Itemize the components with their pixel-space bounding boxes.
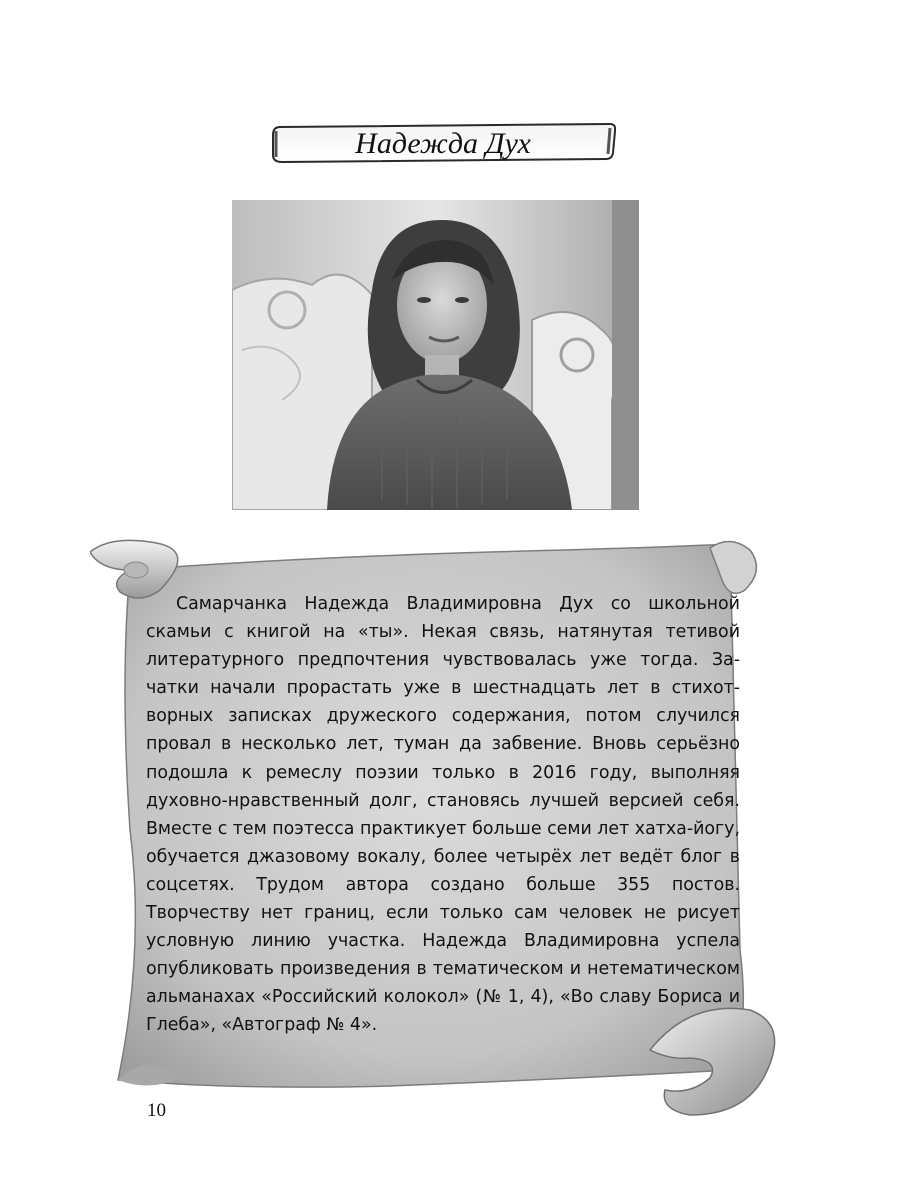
title-banner (270, 123, 616, 163)
portrait-illustration (232, 200, 639, 510)
biography-text: Самарчанка Надежда Владимировна Дух со школьной скамьи с книгой на «ты». Некая связь, натянутая тетивой литературного предпочтения чувствовалась уже тогда. Зачатки начали прорастать уже в шестнадцать лет в стихотворных записках дружеского содержания, потом случился провал в несколько лет, туман да забвение. Вновь серьёзно подошла к ремеслу поэзии только в 2016 году, выполняя духовно-нравственный долг, становясь лучшей версией себя. Вместе с тем поэтесса практикует больше семи лет хатха-йогу, обучается джазовому вокалу, более четырёх лет ведёт блог в соцсетях. Трудом автора создано больше 355 постов. Творчеству нет границ, если только сам человек не рисует условную линию участка. Надежда Владимировна успела опубликовать произведения в тематическом и нетематическом альманахах «Российский колокол» (№ 1, 4), «Во славу Бориса и Глеба», «Автограф № 4». (146, 594, 740, 1036)
page-number: 10 (147, 1100, 166, 1121)
portrait-photo (232, 200, 639, 510)
page-title: Надежда Дух (355, 127, 531, 160)
